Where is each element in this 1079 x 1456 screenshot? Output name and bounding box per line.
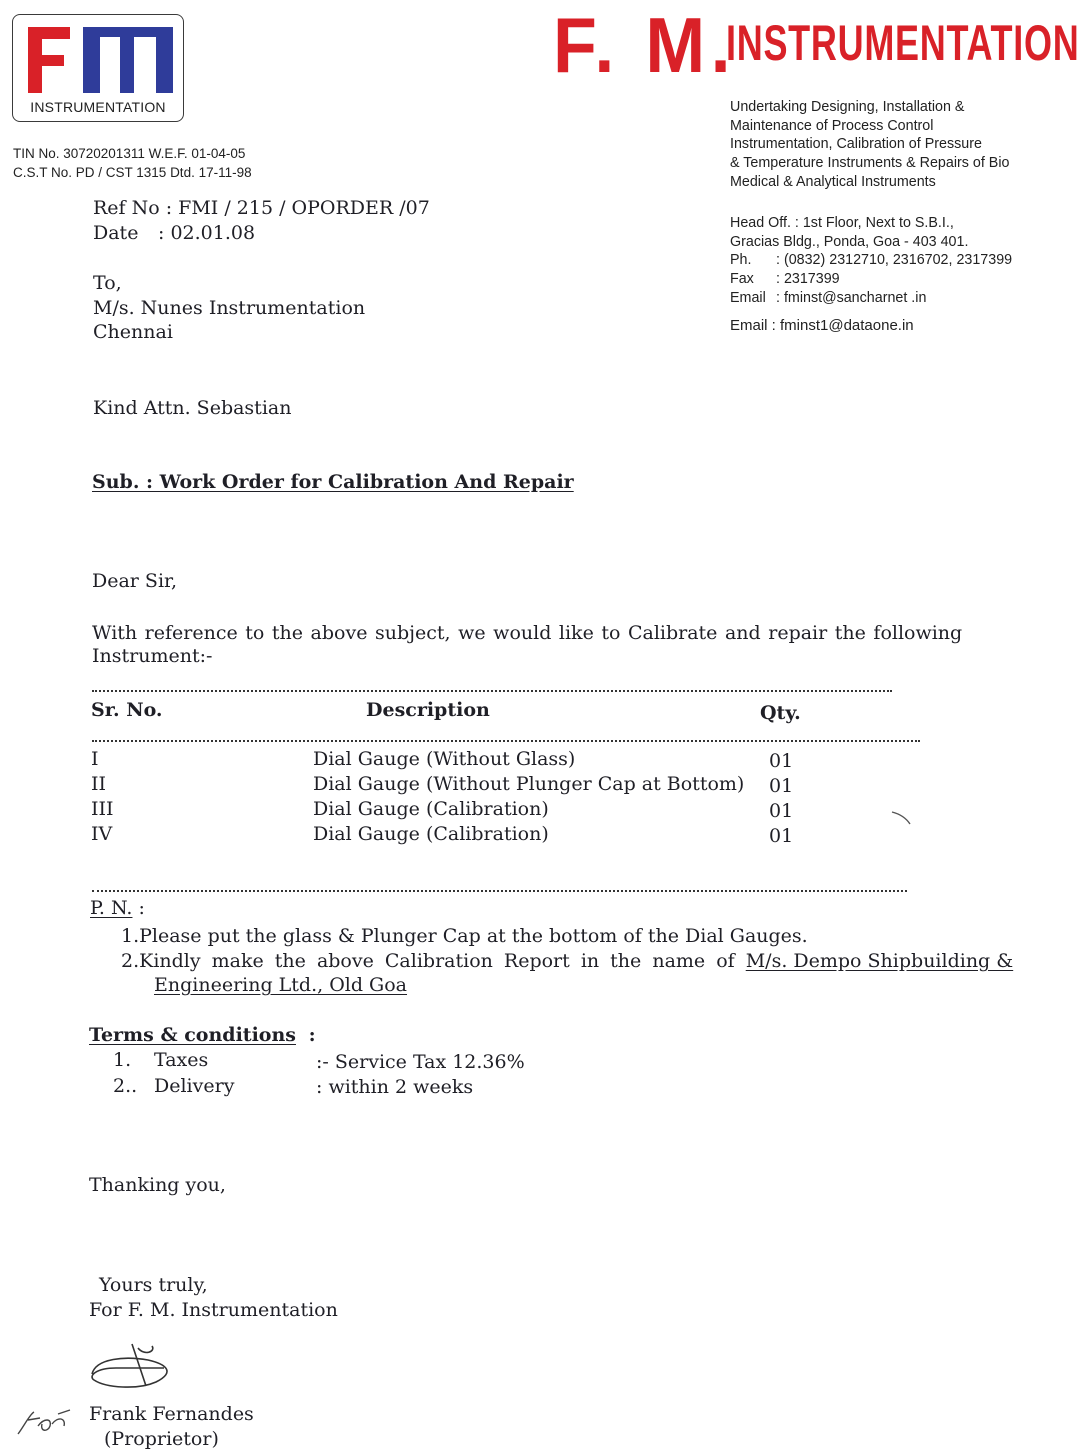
term-item-value: : within 2 weeks [316,1076,474,1098]
table-header-rule [92,740,920,742]
head-office: Head Off. : 1st Floor, Next to S.B.I., [730,215,954,231]
pn-label: P. N. [90,897,133,919]
pn-colon: : [138,897,145,919]
header-sr-no: Sr. No. [91,699,163,721]
phone-line [730,253,1012,267]
signatory-name: Frank Fernandes [89,1403,254,1425]
yours-truly: Yours truly, [99,1274,208,1296]
for-company: For F. M. Instrumentation [89,1299,338,1321]
phone-numbers: : (0832) 2312710, 2316702, 2317399 [776,252,1013,268]
email-address: : fminst@sancharnet .in [776,290,927,306]
fax-line [730,272,840,286]
row-description: Dial Gauge (Calibration) [313,823,549,845]
stray-tick-mark [888,808,914,828]
ref-number: Ref No : FMI / 215 / OPORDER /07 [93,197,430,219]
subject-line: Sub. : Work Order for Calibration And Repair [92,471,574,493]
intro-line-2: Instrument:- [92,645,213,667]
pn-note-2-company-cont: Engineering Ltd., Old Goa [154,974,408,996]
row-sr: II [91,773,107,795]
recipient-city: Chennai [93,321,173,343]
row-qty: 01 [769,800,794,822]
table-row [0,798,1042,823]
kind-attention: Kind Attn. Sebastian [93,397,292,419]
email-line [730,291,926,305]
salutation: Dear Sir, [92,570,178,592]
pn-note-1: 1.Please put the glass & Plunger Cap at the bottom of the Dial Gauges. [121,925,808,947]
intro-line-1: With reference to the above subject, we would like to Calibrate and repair the following [92,622,963,644]
header-qty: Qty. [760,702,801,724]
company-description-line: Maintenance of Process Control [730,118,934,134]
brand-fm: F. M. [553,1,737,89]
table-row [0,823,1042,848]
term-item-value: :- Service Tax 12.36% [316,1051,525,1073]
signatory-title: (Proprietor) [104,1428,219,1450]
pn-heading [90,899,145,918]
logo-text: INSTRUMENTATION [30,99,166,115]
items-table-body [0,748,1042,848]
term-item-number: 2.. [113,1075,138,1097]
company-description-line: & Temperature Instruments & Repairs of Bio [730,155,1010,171]
fax-number: : 2317399 [776,271,840,287]
row-description: Dial Gauge (Calibration) [313,798,549,820]
cst-number: C.S.T No. PD / CST 1315 Dtd. 17-11-98 [13,165,252,180]
pn-note-2-text: 2.Kindly make the above Calibration Report in the name of [121,950,735,972]
thanking-you: Thanking you, [89,1174,226,1196]
handwritten-initials-mark [14,1396,74,1440]
row-sr: I [91,748,99,770]
pn-note-2 [121,952,1013,971]
row-qty: 01 [769,775,794,797]
company-description-line: Instrumentation, Calibration of Pressure [730,136,982,152]
tin-number: TIN No. 30720201311 W.E.F. 01-04-05 [13,146,246,161]
row-description: Dial Gauge (Without Glass) [313,748,576,770]
row-sr: IV [91,823,113,845]
date-label: Date [93,222,139,244]
pn-note-2-company: M/s. Dempo Shipbuilding & [745,950,1014,972]
company-logo [12,14,184,122]
signature-mark [86,1338,182,1394]
email-address-2: Email : fminst1@dataone.in [730,317,914,334]
row-description: Dial Gauge (Without Plunger Cap at Bottom) [313,773,745,795]
date-value: : 02.01.08 [158,222,256,244]
row-qty: 01 [769,750,794,772]
header-description: Description [366,699,490,721]
table-row [0,748,1042,773]
term-item-number: 1. [113,1049,132,1071]
table-bottom-rule [92,890,907,892]
recipient-name: M/s. Nunes Instrumentation [93,297,366,319]
terms-label: Terms & conditions [89,1024,296,1046]
fax-label: Fax [730,271,754,287]
office-address: Gracias Bldg., Ponda, Goa - 403 401. [730,234,969,250]
phone-label: Ph. [730,252,752,268]
terms-colon: : [308,1024,316,1046]
row-sr: III [91,798,114,820]
fm-logo-mark [25,23,175,97]
table-row [0,773,1042,798]
term-item-name: Delivery [154,1075,235,1097]
row-qty: 01 [769,825,794,847]
table-top-rule [92,690,892,692]
company-description-line: Medical & Analytical Instruments [730,174,936,190]
company-description-line: Undertaking Designing, Installation & [730,99,965,115]
email-label: Email [730,290,766,306]
term-item-name: Taxes [154,1049,209,1071]
to-label: To, [93,272,122,294]
brand-name: INSTRUMENTATION [726,15,1079,71]
terms-heading [89,1026,316,1045]
